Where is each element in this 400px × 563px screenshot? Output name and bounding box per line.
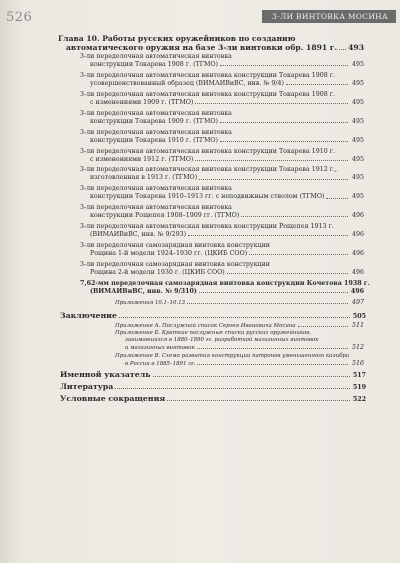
entry-text: Именной указатель (60, 370, 151, 379)
toc-row-appendix-b (125, 345, 364, 351)
leader-dots (220, 64, 348, 66)
entry-line2: с изменениями 1909 г. (ТГМО) (90, 98, 194, 106)
toc-row-appendix-v (125, 361, 364, 367)
leader-dots (195, 102, 348, 104)
entry-line1: 3-ли переделочная автоматическая винтовка конструкции Токарева 1910 г. (80, 147, 336, 155)
toc-row-abbreviations (60, 395, 366, 403)
toc-entry-row (90, 194, 364, 200)
entry-line1: 3-ли переделочная автоматическая винтовка (80, 53, 232, 60)
page-ref: 495 (351, 155, 364, 163)
page-ref: 496 (351, 212, 364, 220)
entry-line1: 3-ли переделочная самозарядная винтовка конструкции (80, 242, 270, 249)
entry-text: Заключение (60, 311, 117, 320)
leader-dots (195, 159, 348, 161)
leader-dots (326, 197, 348, 199)
page-ref: 495 (351, 98, 364, 106)
page-ref: 496 (350, 287, 364, 295)
toc-entry-row (90, 81, 364, 87)
page-ref: 505 (352, 312, 366, 320)
toc-entry-row (90, 119, 364, 125)
entry-line1: 3-ли переделочная самозарядная винтовка конструкции (80, 260, 270, 268)
toc-row-conclusion (60, 312, 366, 320)
leader-dots (339, 48, 346, 50)
entry-line2: (ВИМАИВиВС, инв. № 9/293) (90, 231, 187, 239)
leader-dots (199, 178, 348, 180)
leader-dots (227, 272, 348, 274)
toc-entry-row (90, 270, 364, 276)
toc-entry-row (90, 138, 364, 144)
entry-line1: 3-ли переделочная автоматическая винтовка конструкции Токарева 1908 г. (80, 90, 336, 98)
toc-entry-row (90, 232, 364, 238)
page-ref: 495 (351, 61, 364, 68)
entry-line2: конструкции Токарева 1908 г. (ТГМО) (90, 61, 219, 68)
page-ref: 496 (351, 268, 364, 276)
running-head: 3-ЛИ ВИНТОВКА МОСИНА (262, 10, 396, 23)
entry-line2: конструкции Токарева 1909 г. (ТГМО) (90, 117, 219, 125)
leader-dots (241, 215, 348, 217)
toc-row-index (60, 371, 366, 379)
page-ref: 493 (348, 43, 364, 52)
entry-line2: Рощина 2-й модели 1930 г. (ЦКИБ СОО) (90, 268, 225, 276)
leader-dots (220, 140, 348, 142)
page-ref: 495 (351, 136, 364, 144)
appendix-b-line3: и магазинных винтовок (125, 344, 195, 351)
leader-dots (197, 347, 348, 349)
page-ref: 495 (351, 174, 364, 182)
chapter-title-line2: автоматического оружия на базе 3-ли винтовки обр. 1891 г. (66, 43, 338, 52)
entry-line2: конструкции Рощепея 1908–1909 гг. (ТГМО) (90, 212, 240, 220)
entry-line1: 3-ли переделочная автоматическая винтовка конструкции Токарева 1908 г. (80, 71, 336, 79)
leader-dots (197, 363, 348, 365)
toc-entry-row (90, 213, 364, 219)
entry-line2: изготовленная в 1913 г. (ТГМО) (90, 174, 198, 182)
page-ref: 512 (351, 344, 364, 351)
entry-text: Условные сокращения (60, 394, 166, 403)
entry-text: Приложение А. Послужной список Сергея Ивановича Мосина (115, 322, 296, 329)
entry-line2: конструкции Токарева 1910 г. (ТГМО) (90, 136, 219, 144)
leader-dots (167, 399, 350, 401)
leader-dots (249, 253, 348, 255)
toc-row-literature (60, 383, 366, 391)
toc-entry-row (90, 175, 364, 181)
page-ref: 495 (351, 193, 364, 201)
entry-line2: с изменениями 1912 г. (ТГМО) (90, 155, 194, 163)
toc-entry-row (90, 157, 364, 163)
leader-dots (153, 375, 351, 377)
entry-line1: 7,62-мм переделочная самозарядная винтовка конструкции Кочетова 1938 г. (80, 279, 370, 287)
appendix-b-line1: Приложение Б. Краткие послужные списки русских оружейников, (115, 330, 312, 336)
entry-line1: 3-ли переделочная автоматическая винтовка конструкции Рощепея 1913 г. (80, 223, 334, 231)
toc-entry-row (90, 289, 364, 295)
page-ref: 519 (352, 383, 366, 391)
page-ref: 497 (351, 299, 364, 306)
entry-text: Литература (60, 382, 114, 391)
entry-line1: 3-ли переделочная автоматическая винтовка (80, 204, 232, 212)
leader-dots (115, 387, 350, 389)
leader-dots (220, 121, 348, 123)
page-ref: 522 (352, 395, 366, 403)
entry-line1: 3-ли переделочная автоматическая винтовка (80, 185, 232, 193)
appendix-v-line2: в России в 1885–1891 гг. (125, 360, 196, 367)
toc-chapter-row (66, 44, 364, 52)
entry-line1: 3-ли переделочная автоматическая винтовка конструкции Токарева 1912 г., (80, 166, 338, 174)
page-ref: 511 (351, 322, 364, 329)
leader-dots (187, 302, 348, 304)
entry-text: Приложения 10.1–10.13 (115, 299, 186, 306)
leader-dots (188, 234, 348, 236)
page-ref: 516 (351, 360, 364, 367)
appendix-v-line1: Приложение В. Схема развития конструкции патронов уменьшенного калибра (115, 353, 350, 359)
leader-dots (298, 325, 348, 327)
leader-dots (119, 316, 350, 318)
toc-row-appendices (115, 300, 364, 306)
entry-line1: 3-ли переделочная автоматическая винтовка (80, 109, 232, 117)
entry-line2: Рощина 1-й модели 1924–1930 гг. (ЦКИБ СОО) (90, 250, 248, 257)
page-ref: 495 (351, 117, 364, 125)
leader-dots (286, 83, 348, 85)
page-ref: 496 (351, 231, 364, 239)
page-ref: 517 (352, 371, 366, 379)
entry-line2: конструкции Токарева 1910–1913 гг. с неподвижным стволом (ТГМО) (90, 193, 325, 201)
page-number: 526 (6, 10, 33, 25)
entry-line2: (ВИМАИВиВС, инв. № 9/310) (90, 287, 197, 295)
toc-entry-row (90, 100, 364, 106)
leader-dots (199, 291, 348, 293)
entry-line1: 3-ли переделочная автоматическая винтовка (80, 128, 232, 136)
toc-entry-row (90, 251, 364, 257)
entry-line2: усовершенствованный образец (ВИМАИВиВС, инв. № 9/4) (90, 79, 284, 87)
page-ref: 495 (351, 79, 364, 87)
chapter-title-line1: Глава 10. Работы русских оружейников по созданию (58, 34, 296, 43)
toc-row-appendix-a (115, 323, 364, 329)
toc-entry-row (90, 62, 364, 68)
appendix-b-line2: занимавшихся в 1880–1890 гг. разработкой магазинных винтовок (125, 337, 319, 343)
page-ref: 496 (351, 250, 364, 257)
